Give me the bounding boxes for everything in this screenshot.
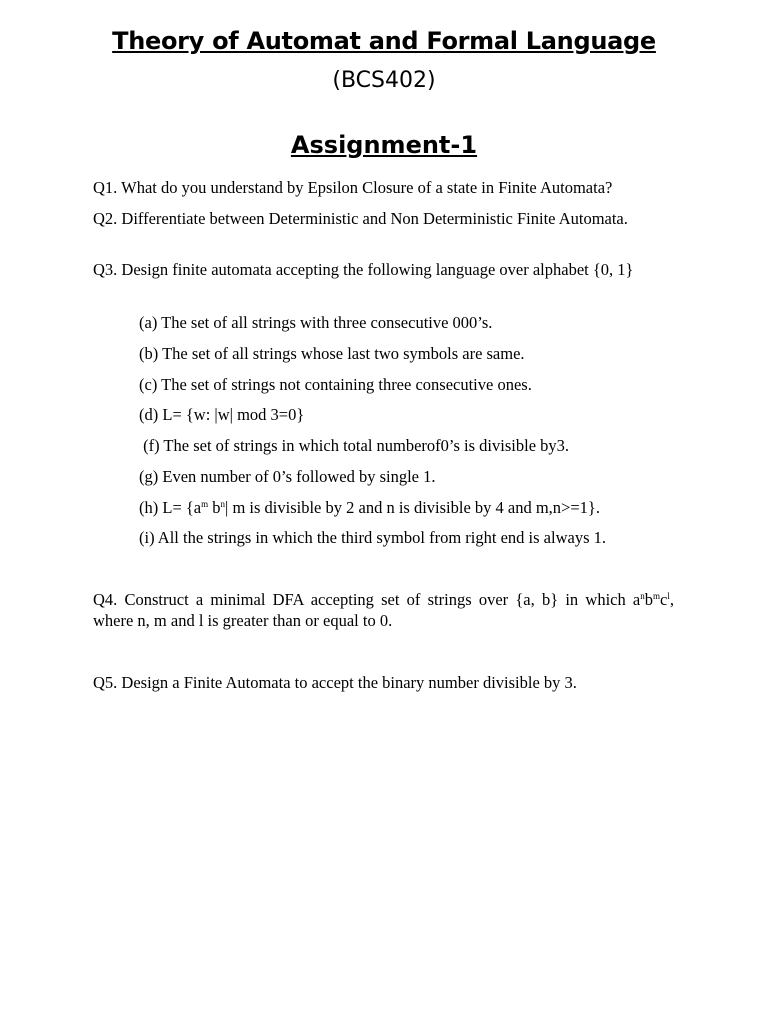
q4-b: b [644, 590, 654, 609]
question-3-part-b: (b) The set of all strings whose last two symbols are same. [139, 344, 525, 363]
question-3-part-a: (a) The set of all strings with three consecutive 000’s. [139, 313, 493, 332]
question-3-part-h [139, 497, 699, 518]
q4-c: c [660, 590, 668, 609]
question-3-part-i: (i) All the strings in which the third symbol from right end is always 1. [139, 528, 606, 547]
document-title: Theory of Automat and Formal Language [112, 27, 656, 55]
q4-sup-l: l [667, 591, 670, 601]
part-h-mid: b [208, 498, 221, 517]
q4-prefix: Q4. Construct a minimal DFA accepting set of strings over {a, b} in which a [93, 590, 641, 609]
question-2: Q2. Differentiate between Deterministic and Non Deterministic Finite Automata. [93, 209, 628, 228]
question-3: Q3. Design finite automata accepting the following language over alphabet {0, 1} [93, 260, 634, 279]
question-3-part-g: (g) Even number of 0’s followed by single 1. [139, 467, 436, 486]
question-1: Q1. What do you understand by Epsilon Closure of a state in Finite Automata? [93, 178, 613, 197]
course-code: (BCS402) [332, 68, 436, 93]
assignment-title: Assignment-1 [290, 131, 478, 159]
part-h-sup-m: m [201, 499, 209, 509]
question-5: Q5. Design a Finite Automata to accept the binary number divisible by 3. [93, 673, 577, 692]
part-h-sup-n: n [220, 499, 226, 509]
q4-sup-m: m [653, 591, 661, 601]
q4-sup-n: n [640, 591, 645, 601]
part-h-prefix: (h) L= {a [139, 498, 202, 517]
q4-suffix: , where n, m and l is greater than or equal to 0. [93, 590, 674, 630]
question-3-part-f: (f) The set of strings in which total numberof0’s is divisible by3. [139, 436, 570, 455]
question-4 [93, 589, 674, 631]
question-3-part-c: (c) The set of strings not containing three consecutive ones. [139, 375, 532, 394]
question-3-part-d: (d) L= {w: |w| mod 3=0} [139, 405, 305, 424]
part-h-suffix: | m is divisible by 2 and n is divisible by 4 and m,n>=1}. [225, 498, 600, 517]
